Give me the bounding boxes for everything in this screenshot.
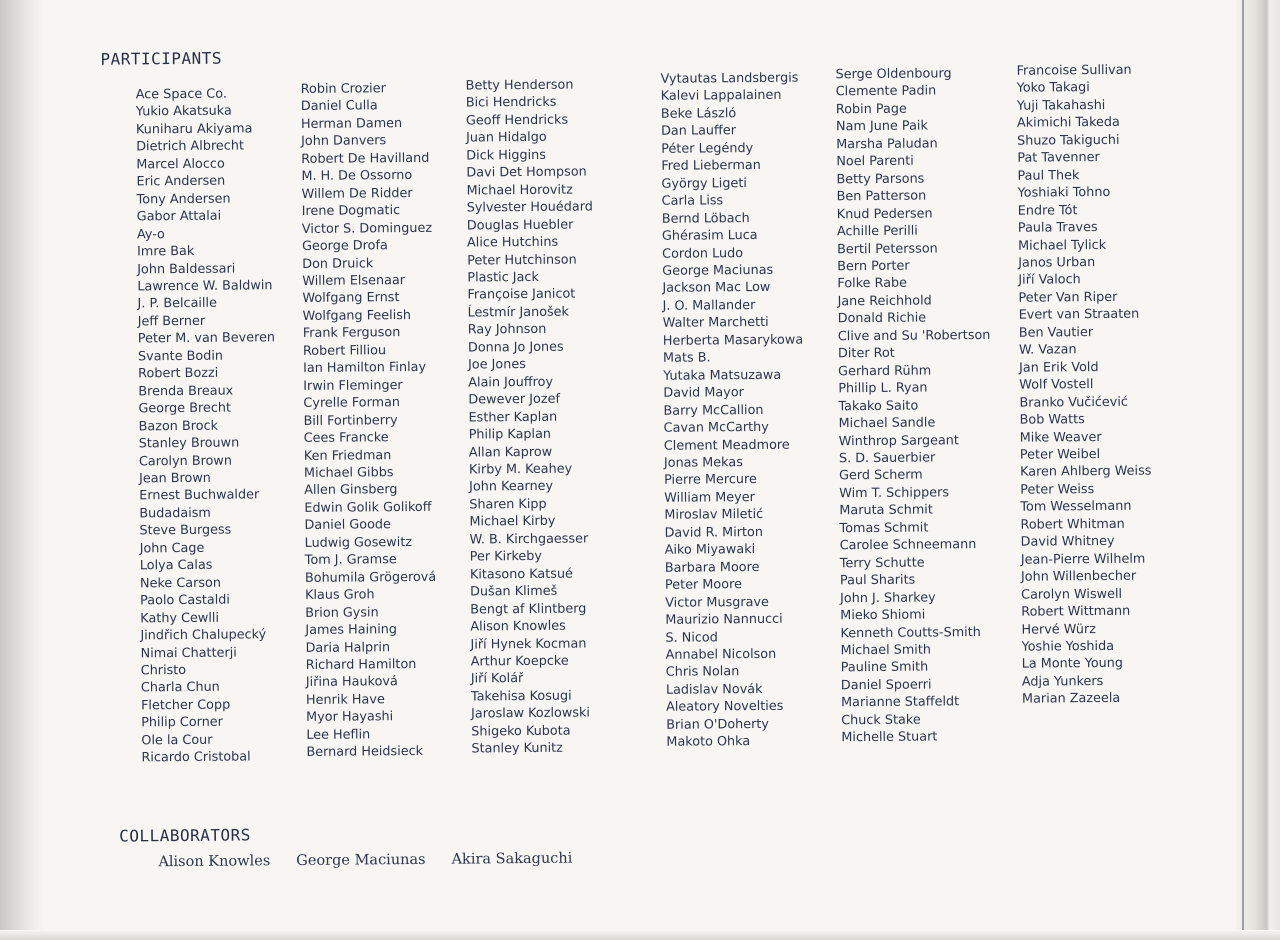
participants-column-4 — [661, 69, 847, 751]
participant-name: Wolf Vostell — [1019, 377, 1094, 393]
participant-name: Peter M. van Beveren — [137, 330, 276, 347]
participant-name: Yoshiaki Tohno — [1017, 185, 1111, 201]
participant-name: Jindřich Chalupecký — [140, 627, 267, 644]
participant-name: John Kearney — [469, 479, 554, 495]
participant-name: Nimai Chatterji — [140, 645, 237, 661]
participant-name: Winthrop Sargeant — [838, 432, 959, 449]
participant-name: Marcel Alocco — [136, 156, 225, 173]
participant-name: Jean Brown — [138, 470, 211, 487]
participant-name: Robin Page — [835, 101, 907, 118]
participant-name: Yukio Akatsuka — [135, 104, 232, 120]
participant-name: Ray Johnson — [467, 322, 547, 338]
participant-name: Davi Det Hompson — [466, 164, 587, 181]
participant-name: Jaroslaw Kozlowski — [471, 705, 590, 722]
participant-name: Herman Damen — [300, 115, 403, 132]
participant-name: Paul Thek — [1017, 167, 1080, 184]
participant-name: Peter Moore — [664, 577, 742, 593]
participant-name: Jeff Berner — [137, 313, 206, 330]
collaborators-heading: COLLABORATORS — [119, 825, 251, 846]
participant-name: S. Nicod — [665, 629, 718, 646]
participant-name: Pat Tavenner — [1017, 150, 1100, 166]
participant-name: Alice Hutchins — [466, 234, 559, 251]
participant-name: Eric Andersen — [136, 173, 226, 190]
participant-name: Peter Van Riper — [1018, 289, 1118, 306]
participant-name: Robert Whitman — [1020, 516, 1125, 533]
participant-name: György Ligeti — [661, 175, 747, 192]
participant-name: Bici Hendricks — [465, 95, 557, 111]
participant-name: Hervé Würz — [1021, 621, 1097, 638]
participant-name: Bazon Brock — [138, 418, 219, 434]
participant-name: J. O. Mallander — [662, 297, 756, 314]
collaborator-name: Akira Sakaguchi — [451, 850, 573, 868]
participants-column-2 — [301, 79, 487, 761]
participant-name: La Monte Young — [1021, 656, 1124, 673]
participant-name: Cees Francke — [303, 430, 389, 446]
participant-name: Phillip L. Ryan — [838, 380, 928, 397]
participant-name: Herberta Masarykowa — [662, 332, 804, 349]
participant-name: Jiří Hynek Kocman — [470, 635, 587, 652]
participant-name: David R. Mirton — [664, 524, 764, 541]
participant-name: Bill Fortinberry — [303, 412, 398, 429]
participant-name: Michael Gibbs — [303, 465, 394, 481]
participant-name: Noel Parenti — [836, 153, 914, 170]
participant-name: Lawrence W. Baldwin — [137, 278, 273, 295]
participant-name: Diter Rot — [837, 346, 895, 362]
participant-name: Bernard Heidsieck — [306, 744, 424, 761]
participant-name: Daria Halprin — [305, 639, 391, 656]
participant-name: Michael Smith — [840, 642, 932, 659]
participant-name: Ladislav Novák — [665, 681, 763, 698]
participant-name: Philip Corner — [141, 714, 223, 731]
participant-name: Ace Space Co. — [135, 86, 227, 103]
participant-name: Beke László — [660, 106, 737, 122]
participant-name: Yoko Takagi — [1016, 80, 1090, 97]
participant-name: Makoto Ohka — [666, 734, 751, 750]
participant-name: Charla Chun — [140, 680, 220, 696]
participant-name: Serge Oldenbourg — [835, 66, 952, 83]
participant-name: Juan Hidalgo — [466, 130, 547, 146]
participant-name: Bob Watts — [1019, 412, 1085, 428]
participant-name: Shigeko Kubota — [471, 723, 571, 740]
participant-name: Frank Ferguson — [302, 325, 401, 342]
participant-name: Bertil Petersson — [837, 240, 938, 257]
participant-name: Evert van Straaten — [1018, 306, 1140, 324]
participant-name: Marianne Staffeldt — [840, 694, 960, 711]
participant-name: Barbara Moore — [664, 559, 760, 576]
participant-name: Gerhard Rühm — [838, 363, 932, 379]
participant-name: Imre Bak — [137, 243, 195, 260]
participant-name: Tom J. Gramse — [304, 552, 397, 569]
participant-name: Betty Parsons — [836, 171, 925, 187]
participant-name: Douglas Huebler — [466, 217, 574, 234]
participant-name: Daniel Culla — [300, 98, 378, 115]
collaborator-name: Alison Knowles — [158, 853, 271, 871]
participant-name: Ernest Buchwalder — [139, 487, 260, 504]
participant-name: Alison Knowles — [470, 618, 566, 635]
participant-name: Bernd Löbach — [661, 210, 750, 227]
participant-name: Jackson Mac Low — [662, 280, 771, 297]
participant-name: Carolyn Wiswell — [1021, 586, 1123, 603]
participant-name: Geoff Hendricks — [465, 112, 569, 129]
participant-name: Paolo Castaldi — [140, 592, 230, 609]
participant-name: Allen Ginsberg — [304, 482, 398, 499]
participant-name: Brian O'Doherty — [666, 716, 770, 733]
participant-name: Maruta Schmit — [839, 502, 933, 519]
participant-name: Dewever Jozef — [468, 391, 560, 408]
participant-name: Ghérasim Luca — [661, 228, 758, 244]
participant-name: Marian Zazeela — [1021, 691, 1121, 707]
participant-name: Ĺestmír Janošek — [467, 304, 570, 321]
participant-name: Jean-Pierre Wilhelm — [1020, 551, 1146, 568]
participant-name: Carolyn Brown — [138, 453, 233, 469]
participant-name: Fletcher Copp — [140, 697, 231, 714]
participant-name: Janos Urban — [1018, 255, 1096, 271]
participant-name: Gerd Scherm — [838, 467, 923, 484]
participant-name: Barry McCallion — [663, 402, 764, 419]
participant-name: Pauline Smith — [840, 659, 929, 676]
participant-name: Fred Lieberman — [661, 158, 761, 175]
participant-name: Arthur Koepcke — [470, 653, 569, 670]
participant-name: Yoshie Yoshida — [1021, 638, 1115, 655]
participant-name: Wim T. Schippers — [839, 485, 950, 502]
participant-name: Betty Henderson — [465, 77, 574, 94]
participant-name: Bengt af Klintberg — [470, 601, 587, 618]
participant-name: Tomas Schmit — [839, 520, 929, 537]
participant-name: Peter Weibel — [1019, 446, 1101, 463]
participant-name: Dietrich Albrecht — [136, 138, 245, 155]
participant-name: Donna Jo Jones — [467, 339, 564, 356]
participant-name: Allan Kaprow — [468, 444, 553, 461]
participant-name: Jane Reichhold — [837, 293, 932, 310]
participant-name: Mats B. — [662, 350, 711, 367]
participant-name: Ricardo Cristobal — [141, 749, 251, 766]
participant-name: Victor S. Dominguez — [301, 220, 433, 237]
participant-name: Shuzo Takiguchi — [1017, 132, 1120, 149]
participant-name: Cyrelle Forman — [303, 395, 401, 412]
participant-name: Dick Higgins — [466, 147, 547, 164]
participant-name: John Danvers — [301, 133, 387, 150]
participant-name: Victor Musgrave — [665, 594, 769, 611]
participant-name: Lee Heflin — [306, 727, 371, 743]
participant-name: Carla Liss — [661, 193, 724, 209]
participant-name: Yuji Takahashi — [1016, 97, 1106, 114]
participant-name: M. H. De Ossorno — [301, 168, 413, 185]
participant-name: Myor Hayashi — [306, 709, 394, 726]
participant-name: Bohumila Grögerová — [304, 569, 437, 586]
participant-name: Budadaism — [139, 505, 211, 522]
participant-name: Donald Richie — [837, 310, 927, 327]
participant-name: Chris Nolan — [665, 664, 740, 681]
participant-name: George Maciunas — [662, 262, 774, 279]
participant-name: Cavan McCarthy — [663, 419, 769, 436]
participant-name: W. Vazan — [1018, 342, 1077, 358]
participant-name: Ole la Cour — [141, 732, 213, 749]
participant-name: John Willenbecher — [1020, 568, 1137, 585]
participant-name: Richard Hamilton — [305, 656, 417, 673]
participants-column-5 — [835, 65, 1021, 747]
participant-name: J. P. Belcaille — [137, 296, 218, 312]
participant-name: Achille Perilli — [836, 223, 918, 240]
participant-name: Adja Yunkers — [1021, 673, 1104, 690]
participant-name: Edwin Golik Golikoff — [304, 499, 432, 516]
participant-name: Terry Schutte — [839, 555, 925, 571]
participant-name: John Baldessari — [137, 261, 236, 277]
participant-name: Jonas Mekas — [663, 455, 743, 471]
participant-name: Péter Legéndy — [661, 140, 754, 157]
participant-name: Wolfgang Ernst — [302, 290, 400, 307]
participant-name: Mike Weaver — [1019, 429, 1102, 446]
participant-name: Klaus Groh — [305, 587, 375, 604]
participant-name: Akimichi Takeda — [1016, 115, 1120, 132]
participants-heading: PARTICIPANTS — [100, 48, 223, 69]
participants-column-1 — [136, 85, 322, 767]
participant-name: Ian Hamilton Finlay — [303, 360, 427, 377]
participant-name: Michael Tylick — [1017, 237, 1107, 254]
participant-name: Philip Kaplan — [468, 426, 552, 443]
participant-name: Folke Rabe — [837, 276, 908, 292]
participant-name: Miroslav Miletić — [664, 507, 764, 524]
participant-name: David Mayor — [663, 385, 744, 401]
participant-name: Sharen Kipp — [469, 496, 547, 513]
participant-name: Irene Dogmatic — [301, 203, 401, 220]
participant-name: Ben Vautier — [1018, 324, 1094, 341]
participant-name: Paul Sharits — [839, 572, 916, 589]
participant-name: Clement Meadmore — [663, 437, 790, 454]
participant-name: Pierre Mercure — [664, 472, 757, 489]
participant-name: Michael Horovitz — [466, 182, 573, 199]
participant-name: Alain Jouffroy — [468, 374, 554, 391]
participant-name: Stanley Kunitz — [471, 740, 563, 757]
participant-name: Kenneth Coutts-Smith — [840, 624, 981, 641]
participant-name: Jiří Valoch — [1018, 272, 1081, 289]
participant-name: Sylvester Houédard — [466, 199, 593, 216]
participant-name: Françoise Janicot — [467, 286, 576, 303]
participant-name: Kuniharu Akiyama — [135, 121, 253, 138]
participant-name: W. B. Kirchgaesser — [469, 531, 589, 548]
participant-name: Lolya Calas — [139, 557, 213, 574]
participant-name: George Brecht — [138, 400, 232, 417]
participant-name: Peter Hutchinson — [467, 252, 577, 269]
participant-name: Neke Carson — [139, 575, 222, 592]
participant-name: Wolfgang Feelish — [302, 307, 412, 324]
participant-name: Kirby M. Keahey — [468, 461, 573, 478]
participant-name: Stanley Brouwn — [138, 435, 240, 452]
participant-name: Chuck Stake — [841, 712, 921, 729]
participant-name: Jan Erik Vold — [1019, 359, 1099, 376]
participant-name: Ay-o — [136, 226, 165, 243]
participant-name: S. D. Sauerbier — [838, 450, 936, 467]
participant-name: Clemente Padin — [835, 83, 937, 100]
participant-name: William Meyer — [664, 489, 755, 506]
participant-name: Yutaka Matsuzawa — [663, 367, 782, 384]
participant-name: Henrik Have — [305, 692, 385, 708]
participant-name: Michael Sandle — [838, 415, 936, 432]
participant-name: Christo — [140, 662, 187, 679]
participant-name: Robert Bozzi — [138, 365, 219, 382]
participants-column-6 — [1016, 61, 1202, 708]
participant-name: Esther Kaplan — [468, 409, 558, 426]
participant-name: Clive and Su 'Robertson — [837, 327, 991, 345]
collaborator-name: George Maciunas — [296, 851, 426, 870]
participant-name: Ludwig Gosewitz — [304, 534, 413, 551]
participant-name: Walter Marchetti — [662, 315, 769, 332]
participant-name: Knud Pedersen — [836, 206, 933, 222]
participant-name: Gabor Attalai — [136, 208, 222, 225]
participant-name: Kalevi Lappalainen — [660, 88, 782, 105]
participant-name: Maurizio Nannucci — [665, 611, 783, 628]
participant-name: Nam June Paik — [835, 118, 928, 135]
participant-name: Robert Wittmann — [1021, 603, 1131, 620]
participant-name: Francoise Sullivan — [1016, 62, 1132, 79]
collaborators-list — [158, 851, 572, 871]
participant-name: Michael Kirby — [469, 514, 556, 530]
participant-name: Robert De Havilland — [301, 150, 430, 167]
participant-name: Tom Wesselmann — [1020, 499, 1132, 516]
participant-name: Tony Andersen — [136, 191, 231, 208]
participant-name: Kitasono Katsué — [469, 566, 573, 583]
participant-name: Takako Saito — [838, 398, 919, 414]
participant-name: Vytautas Landsbergis — [660, 70, 799, 87]
participant-name: Willem De Ridder — [301, 185, 413, 202]
participant-name: Robert Filliou — [302, 343, 387, 359]
participant-name: Joe Jones — [468, 357, 526, 373]
participant-name: Daniel Goode — [304, 517, 391, 534]
participant-name: Ken Friedman — [303, 447, 392, 464]
participant-name: Endre Tót — [1017, 202, 1078, 219]
participant-name: Karen Ahlberg Weiss — [1019, 463, 1152, 481]
participant-name: Daniel Spoerri — [840, 677, 932, 694]
participants-column-3 — [466, 76, 652, 758]
participant-name: Mieko Shiomi — [840, 607, 926, 624]
participant-name: Jiřina Hauková — [305, 674, 398, 691]
participant-name: Cordon Ludo — [662, 245, 744, 262]
participant-name: Kathy Cewlli — [140, 610, 220, 626]
participant-name: Jiří Kolář — [470, 671, 524, 687]
participant-name: Peter Weiss — [1020, 481, 1095, 498]
participant-name: Willem Elsenaar — [302, 273, 406, 289]
participant-name: Robin Crozier — [300, 81, 386, 97]
participant-name: John J. Sharkey — [840, 590, 936, 606]
participant-name: John Cage — [139, 540, 205, 557]
participant-name: Branko Vučićević — [1019, 394, 1129, 411]
participant-name: Ben Patterson — [836, 188, 927, 205]
participant-name: Takehisa Kosugi — [470, 688, 572, 705]
participant-name: Carolee Schneemann — [839, 537, 977, 554]
participant-name: James Haining — [305, 622, 398, 638]
participant-name: Michelle Stuart — [841, 729, 938, 746]
participant-name: Dan Lauffer — [660, 123, 737, 140]
participant-name: David Whitney — [1020, 534, 1115, 550]
participant-name: Annabel Nicolson — [665, 646, 777, 663]
participant-name: Dušan Klimeš — [469, 583, 558, 600]
participant-name: Steve Burgess — [139, 522, 232, 539]
participant-name: Plastic Jack — [467, 269, 539, 286]
participant-name: Paula Traves — [1017, 220, 1098, 236]
participant-name: Bern Porter — [837, 258, 910, 275]
participant-name: Svante Bodin — [137, 348, 224, 365]
participant-name: Aiko Miyawaki — [664, 542, 756, 559]
participant-name: Per Kirkeby — [469, 549, 543, 565]
participant-name: Aleatory Novelties — [666, 699, 784, 716]
participant-name: Irwin Fleminger — [303, 377, 403, 394]
participant-name: George Drofa — [301, 238, 388, 255]
participant-name: Marsha Paludan — [836, 136, 938, 153]
participant-name: Don Druick — [302, 255, 374, 272]
participant-name: Brenda Breaux — [138, 383, 234, 400]
participant-name: Brion Gysin — [305, 604, 379, 621]
